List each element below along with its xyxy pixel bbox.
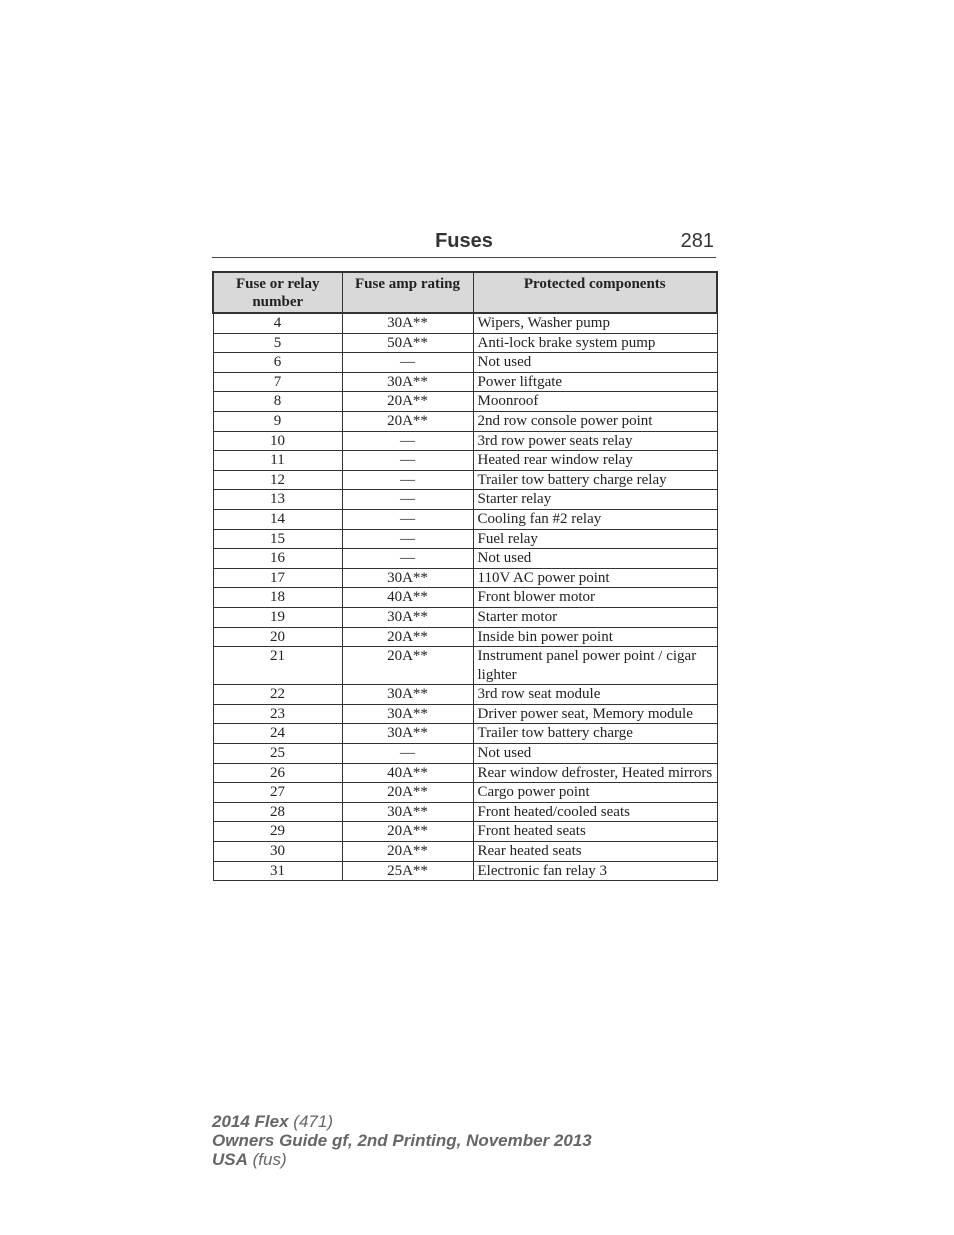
fuse-number-cell: 8 <box>213 392 342 412</box>
amp-rating-cell: — <box>342 353 473 373</box>
protected-components-cell: Not used <box>473 549 717 569</box>
fuse-number-cell: 23 <box>213 704 342 724</box>
table-row <box>213 861 717 881</box>
table-row <box>213 529 717 549</box>
amp-rating-cell: 20A** <box>342 392 473 412</box>
table-row <box>213 392 717 412</box>
table-row <box>213 822 717 842</box>
amp-rating-cell: 30A** <box>342 607 473 627</box>
fuse-number-cell: 28 <box>213 802 342 822</box>
amp-rating-cell: 25A** <box>342 861 473 881</box>
protected-components-cell: Heated rear window relay <box>473 451 717 471</box>
fuse-number-cell: 25 <box>213 744 342 764</box>
protected-components-cell: Trailer tow battery charge <box>473 724 717 744</box>
protected-components-cell: 2nd row console power point <box>473 411 717 431</box>
fuse-number-cell: 9 <box>213 411 342 431</box>
footer-code: (471) <box>293 1112 333 1131</box>
fuse-number-cell: 20 <box>213 627 342 647</box>
table-row <box>213 549 717 569</box>
protected-components-cell: 3rd row seat module <box>473 685 717 705</box>
table-row <box>213 333 717 353</box>
protected-components-cell: Instrument panel power point / cigar lighter <box>473 647 717 685</box>
amp-rating-cell: 20A** <box>342 783 473 803</box>
table-row <box>213 451 717 471</box>
table-row <box>213 763 717 783</box>
table-body <box>213 313 717 881</box>
protected-components-cell: Wipers, Washer pump <box>473 313 717 333</box>
amp-rating-cell: 20A** <box>342 411 473 431</box>
fuse-number-cell: 27 <box>213 783 342 803</box>
section-title: Fuses <box>435 230 493 252</box>
table-row <box>213 431 717 451</box>
amp-rating-cell: 30A** <box>342 685 473 705</box>
table-row <box>213 842 717 862</box>
table-row <box>213 802 717 822</box>
protected-components-cell: Rear heated seats <box>473 842 717 862</box>
fuse-number-cell: 19 <box>213 607 342 627</box>
protected-components-cell: Fuel relay <box>473 529 717 549</box>
protected-components-cell: Power liftgate <box>473 372 717 392</box>
protected-components-cell: Anti-lock brake system pump <box>473 333 717 353</box>
footer-market-code: (fus) <box>252 1150 287 1169</box>
fuse-number-cell: 14 <box>213 509 342 529</box>
fuse-number-cell: 29 <box>213 822 342 842</box>
protected-components-cell: Inside bin power point <box>473 627 717 647</box>
amp-rating-cell: 30A** <box>342 802 473 822</box>
column-header-fuse-number: Fuse or relay number <box>213 272 342 313</box>
table-row <box>213 353 717 373</box>
table-row <box>213 704 717 724</box>
amp-rating-cell: 20A** <box>342 842 473 862</box>
fuse-number-cell: 21 <box>213 647 342 685</box>
protected-components-cell: 110V AC power point <box>473 568 717 588</box>
table-row <box>213 744 717 764</box>
amp-rating-cell: 30A** <box>342 568 473 588</box>
protected-components-cell: Trailer tow battery charge relay <box>473 470 717 490</box>
amp-rating-cell: — <box>342 451 473 471</box>
protected-components-cell: Not used <box>473 353 717 373</box>
fuse-number-cell: 24 <box>213 724 342 744</box>
table-row <box>213 509 717 529</box>
protected-components-cell: Rear window defroster, Heated mirrors <box>473 763 717 783</box>
amp-rating-cell: 40A** <box>342 763 473 783</box>
protected-components-cell: Cargo power point <box>473 783 717 803</box>
protected-components-cell: Moonroof <box>473 392 717 412</box>
amp-rating-cell: 50A** <box>342 333 473 353</box>
fuse-table <box>212 271 718 881</box>
fuse-number-cell: 4 <box>213 313 342 333</box>
protected-components-cell: 3rd row power seats relay <box>473 431 717 451</box>
table-row <box>213 490 717 510</box>
table-row <box>213 685 717 705</box>
protected-components-cell: Front blower motor <box>473 588 717 608</box>
footer-market: USA <box>212 1150 248 1169</box>
fuse-number-cell: 18 <box>213 588 342 608</box>
table-row <box>213 411 717 431</box>
protected-components-cell: Starter relay <box>473 490 717 510</box>
fuse-number-cell: 5 <box>213 333 342 353</box>
amp-rating-cell: 30A** <box>342 372 473 392</box>
table-header-row <box>213 272 717 313</box>
amp-rating-cell: — <box>342 431 473 451</box>
fuse-number-cell: 15 <box>213 529 342 549</box>
amp-rating-cell: 30A** <box>342 704 473 724</box>
page-footer <box>212 1112 592 1169</box>
footer-line-1 <box>212 1112 592 1131</box>
table-row <box>213 470 717 490</box>
amp-rating-cell: — <box>342 470 473 490</box>
footer-model: 2014 Flex <box>212 1112 289 1131</box>
amp-rating-cell: 30A** <box>342 313 473 333</box>
table-row <box>213 647 717 685</box>
protected-components-cell: Front heated/cooled seats <box>473 802 717 822</box>
amp-rating-cell: 20A** <box>342 627 473 647</box>
amp-rating-cell: — <box>342 490 473 510</box>
amp-rating-cell: — <box>342 549 473 569</box>
amp-rating-cell: 20A** <box>342 822 473 842</box>
fuse-number-cell: 22 <box>213 685 342 705</box>
fuse-number-cell: 13 <box>213 490 342 510</box>
protected-components-cell: Electronic fan relay 3 <box>473 861 717 881</box>
amp-rating-cell: 40A** <box>342 588 473 608</box>
fuse-number-cell: 26 <box>213 763 342 783</box>
table-row <box>213 568 717 588</box>
protected-components-cell: Starter motor <box>473 607 717 627</box>
amp-rating-cell: — <box>342 509 473 529</box>
table-row <box>213 627 717 647</box>
fuse-number-cell: 31 <box>213 861 342 881</box>
table-row <box>213 313 717 333</box>
footer-printing: Owners Guide gf, 2nd Printing, November 2013 <box>212 1131 592 1150</box>
protected-components-cell: Not used <box>473 744 717 764</box>
fuse-number-cell: 12 <box>213 470 342 490</box>
page-number: 281 <box>680 230 714 252</box>
amp-rating-cell: — <box>342 744 473 764</box>
table-row <box>213 607 717 627</box>
amp-rating-cell: — <box>342 529 473 549</box>
amp-rating-cell: 30A** <box>342 724 473 744</box>
column-header-protected-components: Protected components <box>473 272 717 313</box>
fuse-number-cell: 6 <box>213 353 342 373</box>
protected-components-cell: Front heated seats <box>473 822 717 842</box>
table-row <box>213 724 717 744</box>
column-header-amp-rating: Fuse amp rating <box>342 272 473 313</box>
fuse-number-cell: 7 <box>213 372 342 392</box>
footer-line-3 <box>212 1150 592 1169</box>
table-row <box>213 372 717 392</box>
fuse-number-cell: 11 <box>213 451 342 471</box>
table-row <box>213 588 717 608</box>
protected-components-cell: Cooling fan #2 relay <box>473 509 717 529</box>
footer-line-2 <box>212 1131 592 1150</box>
fuse-number-cell: 16 <box>213 549 342 569</box>
fuse-number-cell: 30 <box>213 842 342 862</box>
protected-components-cell: Driver power seat, Memory module <box>473 704 717 724</box>
fuse-number-cell: 17 <box>213 568 342 588</box>
fuse-number-cell: 10 <box>213 431 342 451</box>
page-header <box>212 229 716 258</box>
table-row <box>213 783 717 803</box>
amp-rating-cell: 20A** <box>342 647 473 685</box>
